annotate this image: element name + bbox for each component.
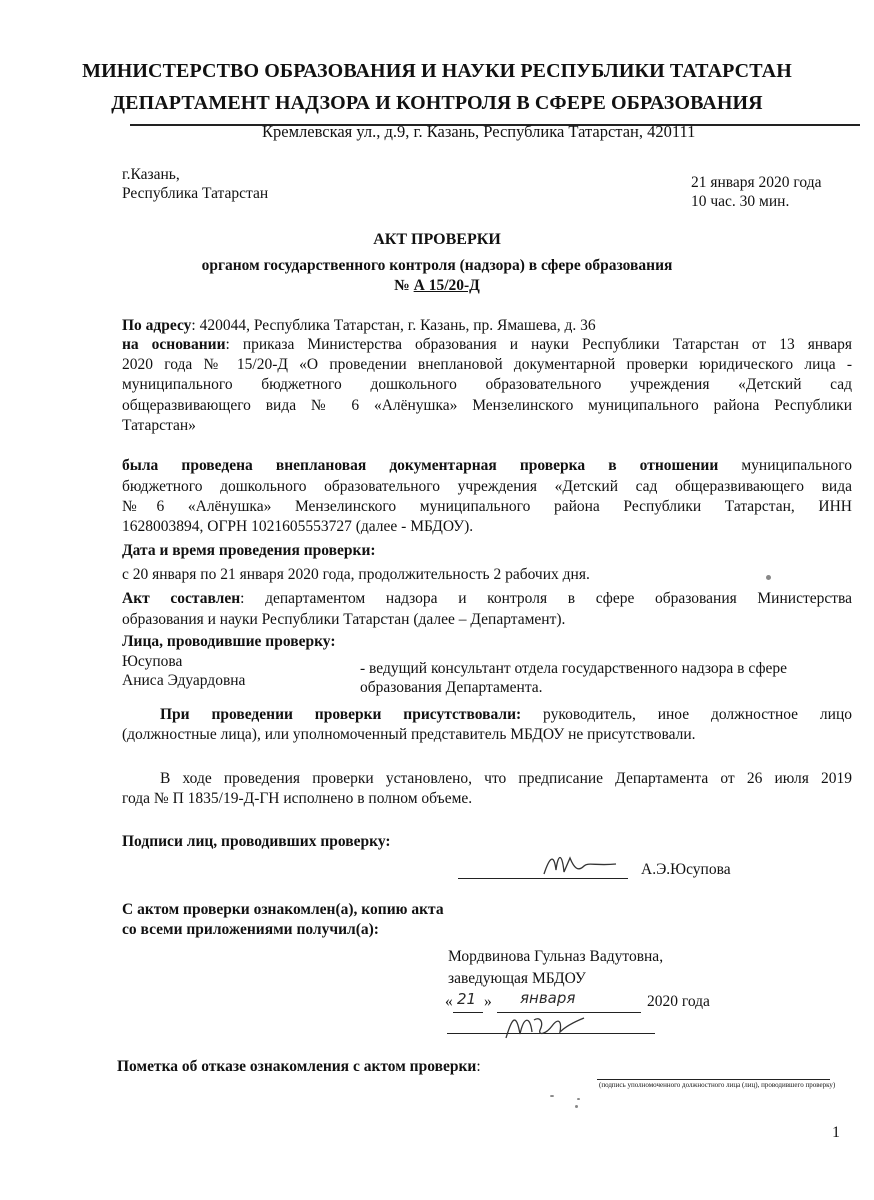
inspection-line-4: 1628003894, ОГРН 1021605553727 (далее - МБДОУ). — [122, 518, 474, 535]
inspector-position-2: образования Департамента. — [360, 679, 543, 696]
ack-year: 2020 года — [647, 993, 710, 1010]
present-line-2: (должностные лица), или уполномоченный представитель МБДОУ не присутствовали. — [122, 726, 696, 743]
inspector-signature — [540, 848, 620, 880]
ack-label-1: С актом проверки ознакомлен(а), копию акта — [122, 901, 444, 918]
place-region: Республика Татарстан — [122, 185, 269, 202]
period-value: с 20 января по 21 января 2020 года, продолжительность 2 рабочих дня. — [122, 566, 590, 583]
header-address: Кремлевская ул., д.9, г. Казань, Республика Татарстан, 420111 — [262, 122, 696, 141]
act-subtitle: органом государственного контроля (надзора) в сфере образования — [201, 257, 673, 274]
inspector-signature-name: А.Э.Юсупова — [641, 861, 731, 878]
compiled-text-1: : департаментом надзора и контроля в сфере образования Министерства — [240, 590, 852, 607]
finding-line-2: года № П 1835/19-Д-ГН исполнено в полном объеме. — [122, 790, 473, 807]
act-number — [0, 276, 874, 296]
refusal-colon: : — [476, 1058, 481, 1075]
act-date: 21 января 2020 года — [691, 174, 822, 191]
compiled-label: Акт составлен — [122, 590, 241, 607]
ack-date-close-quote: » — [484, 993, 492, 1010]
inspection-text-1: муниципального — [718, 457, 852, 474]
recipient-position: заведующая МБДОУ — [448, 970, 586, 987]
basis-line-2: 2020 года № 15/20-Д «О проведении внеплановой документарной проверки юридического лица - — [122, 356, 852, 373]
ministry-title: МИНИСТЕРСТВО ОБРАЗОВАНИЯ И НАУКИ РЕСПУБЛИКИ ТАТАРСТАН — [82, 60, 792, 82]
basis-text-1: : приказа Министерства образования и науки Республики Татарстан от 13 января — [225, 336, 853, 353]
recipient-name: Мордвинова Гульназ Вадутовна, — [448, 948, 664, 965]
scan-speck — [575, 1105, 578, 1108]
compiled-line-2: образования и науки Республики Татарстан (далее – Департамент). — [122, 611, 566, 628]
basis-line-5: Татарстан» — [122, 417, 196, 434]
finding-line-1: В ходе проведения проверки установлено, что предписание Департамента от 26 июля 2019 — [160, 770, 852, 787]
ack-date-open-quote: « — [445, 993, 453, 1010]
period-label: Дата и время проведения проверки: — [122, 542, 376, 559]
refusal-label — [117, 1057, 481, 1077]
ack-day-handwritten: 21 — [457, 990, 477, 1008]
basis-line-1 — [122, 335, 852, 355]
place-city: г.Казань, — [122, 166, 180, 183]
ack-month-handwritten: января — [520, 989, 576, 1007]
act-number-value: А 15/20-Д — [413, 277, 480, 294]
compiled-line-1 — [122, 589, 852, 609]
inspector-signatures-label: Подписи лиц, проводивших проверку: — [122, 833, 391, 850]
basis-label: на основании — [122, 336, 226, 353]
inspector-surname: Юсупова — [122, 653, 183, 670]
page-number: 1 — [832, 1124, 840, 1141]
basis-line-3: муниципального бюджетного дошкольного образовательного учреждения «Детский сад — [122, 376, 852, 393]
basis-line-4: общеразвивающего вида № 6 «Алёнушка» Мензелинского муниципального района Республики — [122, 397, 852, 414]
scan-speck — [766, 575, 771, 580]
inspection-line-1 — [122, 456, 852, 476]
present-line-1 — [160, 705, 852, 725]
scan-speck — [577, 1098, 580, 1100]
inspection-line-2: бюджетного дошкольного образовательного учреждения «Детский сад общеразвивающего вида — [122, 478, 852, 495]
inspector-name: Аниса Эдуардовна — [122, 672, 246, 689]
department-title: ДЕПАРТАМЕНТ НАДЗОРА И КОНТРОЛЯ В СФЕРЕ ОБРАЗОВАНИЯ — [111, 92, 763, 114]
refusal-caption: (подпись уполномоченного должностного лица (лиц), проводившего проверку) — [599, 1081, 836, 1089]
recipient-signature — [500, 1008, 590, 1042]
address-value: : 420044, Республика Татарстан, г. Казань, пр. Ямашева, д. 36 — [191, 317, 596, 334]
act-time: 10 час. 30 мин. — [691, 193, 790, 210]
refusal-label-text: Пометка об отказе ознакомления с актом проверки — [117, 1058, 477, 1075]
ack-day-line — [453, 1012, 483, 1013]
inspector-position-1: - ведущий консультант отдела государственного надзора в сфере — [360, 660, 787, 677]
present-text-1: руководитель, иное должностное лицо — [521, 706, 852, 723]
ack-label-2: со всеми приложениями получил(а): — [122, 921, 379, 938]
act-number-prefix: № — [394, 277, 414, 294]
act-title: АКТ ПРОВЕРКИ — [373, 231, 501, 248]
scan-speck — [550, 1095, 554, 1097]
inspection-line-3: №6 «Алёнушка» Мензелинского муниципального района Республики Татарстан, ИНН — [122, 498, 852, 515]
inspectors-label: Лица, проводившие проверку: — [122, 633, 336, 650]
present-label: При проведении проверки присутствовали: — [160, 706, 522, 723]
address-line — [122, 316, 596, 336]
address-label: По адресу — [122, 317, 192, 334]
inspection-label: была проведена внеплановая документарная проверка в отношении — [122, 457, 719, 474]
